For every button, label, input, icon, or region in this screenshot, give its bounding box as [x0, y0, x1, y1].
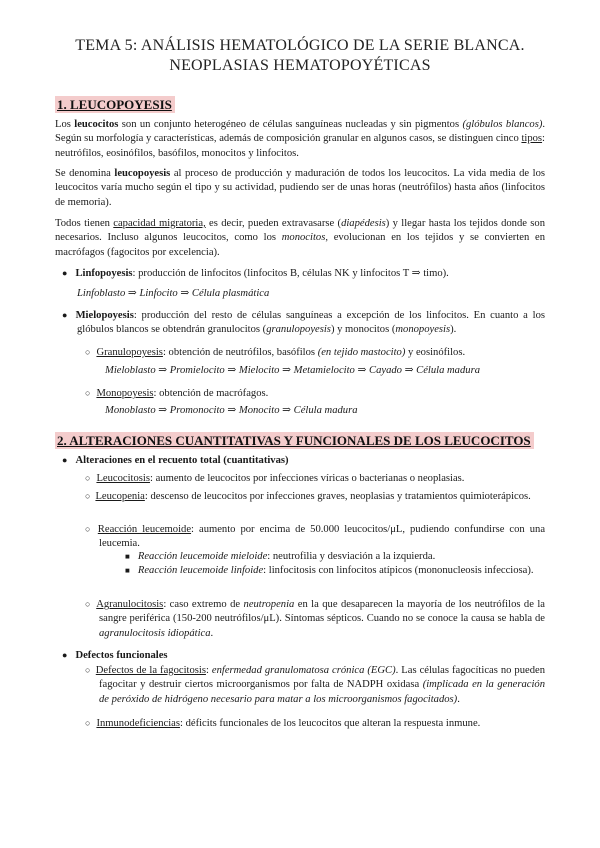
italic-term: enfermedad granulomatosa crónica (EGC) — [211, 665, 396, 676]
bold-term: Mielopoyesis — [75, 310, 134, 321]
text-run: ). — [450, 324, 457, 336]
paragraph-leucocitos — [55, 118, 545, 161]
item-reaccion-leucemoide — [85, 522, 546, 552]
bullet-granulopoyesis — [85, 345, 465, 360]
hollow-bullet-icon: ○ — [85, 491, 91, 501]
text-run: : neutrofilia y desviación a la izquierda. — [267, 551, 436, 562]
italic-term: agranulocitosis idiopática — [99, 627, 211, 639]
italic-term: diapédesis — [341, 218, 386, 229]
bullet-icon: ● — [62, 310, 70, 320]
italic-term: (en tejido mastocito) — [317, 347, 406, 358]
hollow-bullet-icon: ○ — [85, 524, 93, 534]
square-bullet-icon: ■ — [125, 566, 130, 575]
text-run: Los — [55, 119, 75, 130]
subitem-linfoide — [125, 564, 545, 578]
underlined-term: tipos — [521, 133, 543, 145]
text-run: : descenso de leucocitos por infecciones graves, neoplasias y tratamientos quimioterápicos. — [144, 491, 531, 502]
text-run: : — [205, 665, 212, 676]
text-run: : obtención de macrófagos. — [153, 388, 269, 399]
italic-chain: Linfoblasto ⇒ Linfocito ⇒ Célula plasmática — [77, 288, 270, 299]
page-title — [40, 36, 560, 76]
text-run: ) y monocitos ( — [330, 324, 396, 336]
square-bullet-icon: ■ — [125, 552, 130, 561]
text-run: : obtención de neutrófilos, basófilos — [162, 347, 318, 358]
item-leucopenia — [85, 489, 545, 504]
italic-chain: Monoblasto ⇒ Promonocito ⇒ Monocito ⇒ Célula madura — [105, 405, 358, 416]
item-fagocitosis — [85, 663, 546, 707]
section-heading-leucopoyesis: 1. LEUCOPOYESIS — [55, 96, 175, 113]
text-run: : caso extremo de — [163, 599, 244, 610]
text-run: . Las células fagocíticas no pueden fagocitar y destruir ciertos microorganismos por falta de NADPH oxidasa — [99, 665, 546, 691]
bold-term: Linfopoyesis — [75, 268, 133, 279]
text-run: Todos tienen — [55, 218, 114, 229]
text-run: : déficits funcionales de los leucocitos que alteran la respuesta inmune. — [179, 718, 481, 729]
group-cuantitativas — [62, 453, 289, 468]
italic-term: (implicada en la generación de peróxido de hidrógeno necesario para matar a los microorganismos fagocitados) — [99, 679, 545, 705]
hollow-bullet-icon: ○ — [85, 473, 91, 483]
chain-linfopoyesis — [77, 287, 269, 301]
italic-term: neutropenia — [243, 599, 295, 610]
hollow-bullet-icon: ○ — [85, 718, 91, 728]
item-agranulocitosis — [85, 597, 545, 641]
text-run: : neutrófilos, eosinófilos, basófilos, monocitos y linfocitos. — [55, 133, 545, 159]
underlined-term: Granulopoyesis — [96, 347, 163, 358]
chain-monopoyesis — [105, 404, 358, 418]
hollow-bullet-icon: ○ — [85, 347, 91, 357]
bullet-monopoyesis — [85, 386, 268, 401]
text-run: al proceso de producción y maduración de todos los leucocitos. La vida media de los leucocitos varía mucho según el tipo y su actividad, pudiendo ser de unas horas (neutrófilos) hasta años (linfocitos de memoria). — [55, 168, 545, 208]
title-line-1: TEMA 5: ANÁLISIS HEMATOLÓGICO DE LA SERIE BLANCA. — [75, 37, 525, 54]
bullet-icon: ● — [62, 650, 68, 660]
paragraph-migracion — [55, 217, 545, 260]
text-run: . — [457, 693, 460, 705]
text-run: y eosinófilos. — [405, 347, 466, 358]
section-heading-alteraciones: 2. ALTERACIONES CUANTITATIVAS Y FUNCIONALES DE LOS LEUCOCITOS — [55, 432, 534, 449]
text-run: . — [210, 627, 214, 639]
italic-term: granulopoyesis — [266, 324, 331, 336]
text-run: . Según su morfología y características, además de composición granular en algunos casos, se distinguen cinco — [55, 119, 546, 145]
text-run: : aumento de leucocitos por infecciones víricas o bacterianas o neoplasias. — [149, 473, 465, 484]
hollow-bullet-icon: ○ — [85, 388, 91, 398]
italic-term: Reacción leucemoide mieloide — [137, 551, 268, 562]
underlined-term: Leucopenia — [95, 491, 145, 502]
text-run: son un conjunto heterogéneo de células sanguíneas nucleadas y sin pigmentos — [118, 119, 463, 130]
hollow-bullet-icon: ○ — [85, 599, 92, 609]
italic-term: monocitos — [281, 232, 326, 244]
paragraph-leucopoyesis — [55, 167, 545, 210]
italic-term: (glóbulos blancos) — [462, 119, 543, 130]
text-run: : producción de linfocitos (linfocitos B, células NK y linfocitos T ⇒ timo). — [132, 268, 449, 279]
underlined-term: Leucocitosis — [96, 473, 150, 484]
text-run: Se denomina — [55, 168, 115, 179]
subitem-mieloide — [125, 550, 435, 564]
underlined-term: Monopoyesis — [96, 388, 154, 399]
text-run: es decir, pueden extravasarse ( — [205, 218, 342, 229]
bold-group-title: Defectos funcionales — [75, 650, 168, 661]
title-line-2: NEOPLASIAS HEMATOPOYÉTICAS — [169, 57, 431, 74]
group-funcionales — [62, 648, 168, 663]
underlined-term: Defectos de la fagocitosis — [95, 665, 206, 676]
text-run: en la que desaparecen la mayoría de los neutrófilos de la sangre periférica (150-200 neutrófilos/μL). Síntomas sépticos. Cuando no se conoce la causa se habla de — [99, 599, 545, 625]
text-run: : producción del resto de células sanguíneas a excepción de los linfocitos. En cuanto a los glóbulos blancos se obtendrán granulocitos ( — [77, 310, 546, 336]
underlined-term: Agranulocitosis — [96, 599, 164, 610]
underlined-term: Inmunodeficiencias — [96, 718, 180, 729]
bullet-mielopoyesis — [62, 308, 546, 338]
text-run: , evolucionan en los tejidos y se convierten en macrófagos (fagocitos por excelencia). — [55, 232, 545, 258]
text-run: ) y llegar hasta los tejidos donde son necesarios. Incluso algunos leucocitos, como los — [55, 218, 545, 244]
bold-group-title: Alteraciones en el recuento total (cuantitativas) — [75, 455, 289, 466]
italic-term: monopoyesis — [395, 324, 451, 336]
bullet-linfopoyesis — [62, 266, 449, 281]
text-run: : aumento por encima de 50.000 leucocitos/μL, pudiendo confundirse con una leucemia. — [99, 524, 546, 550]
italic-term: Reacción leucemoide linfoide — [137, 565, 264, 576]
item-inmunodeficiencias — [85, 716, 480, 731]
underlined-term: capacidad migratoria, — [113, 218, 206, 229]
bullet-icon: ● — [62, 268, 68, 278]
item-leucocitosis — [85, 471, 464, 486]
hollow-bullet-icon: ○ — [85, 665, 91, 675]
underlined-term: Reacción leucemoide — [97, 524, 192, 535]
text-run: : linfocitosis con linfocitos atípicos (mononucleosis infecciosa). — [263, 565, 534, 576]
chain-granulopoyesis — [105, 364, 480, 378]
italic-chain: Mieloblasto ⇒ Promielocito ⇒ Mielocito ⇒ Metamielocito ⇒ Cayado ⇒ Célula madura — [105, 365, 480, 376]
bullet-icon: ● — [62, 455, 68, 465]
bold-term: leucocitos — [74, 119, 119, 130]
bold-term: leucopoyesis — [114, 168, 171, 179]
